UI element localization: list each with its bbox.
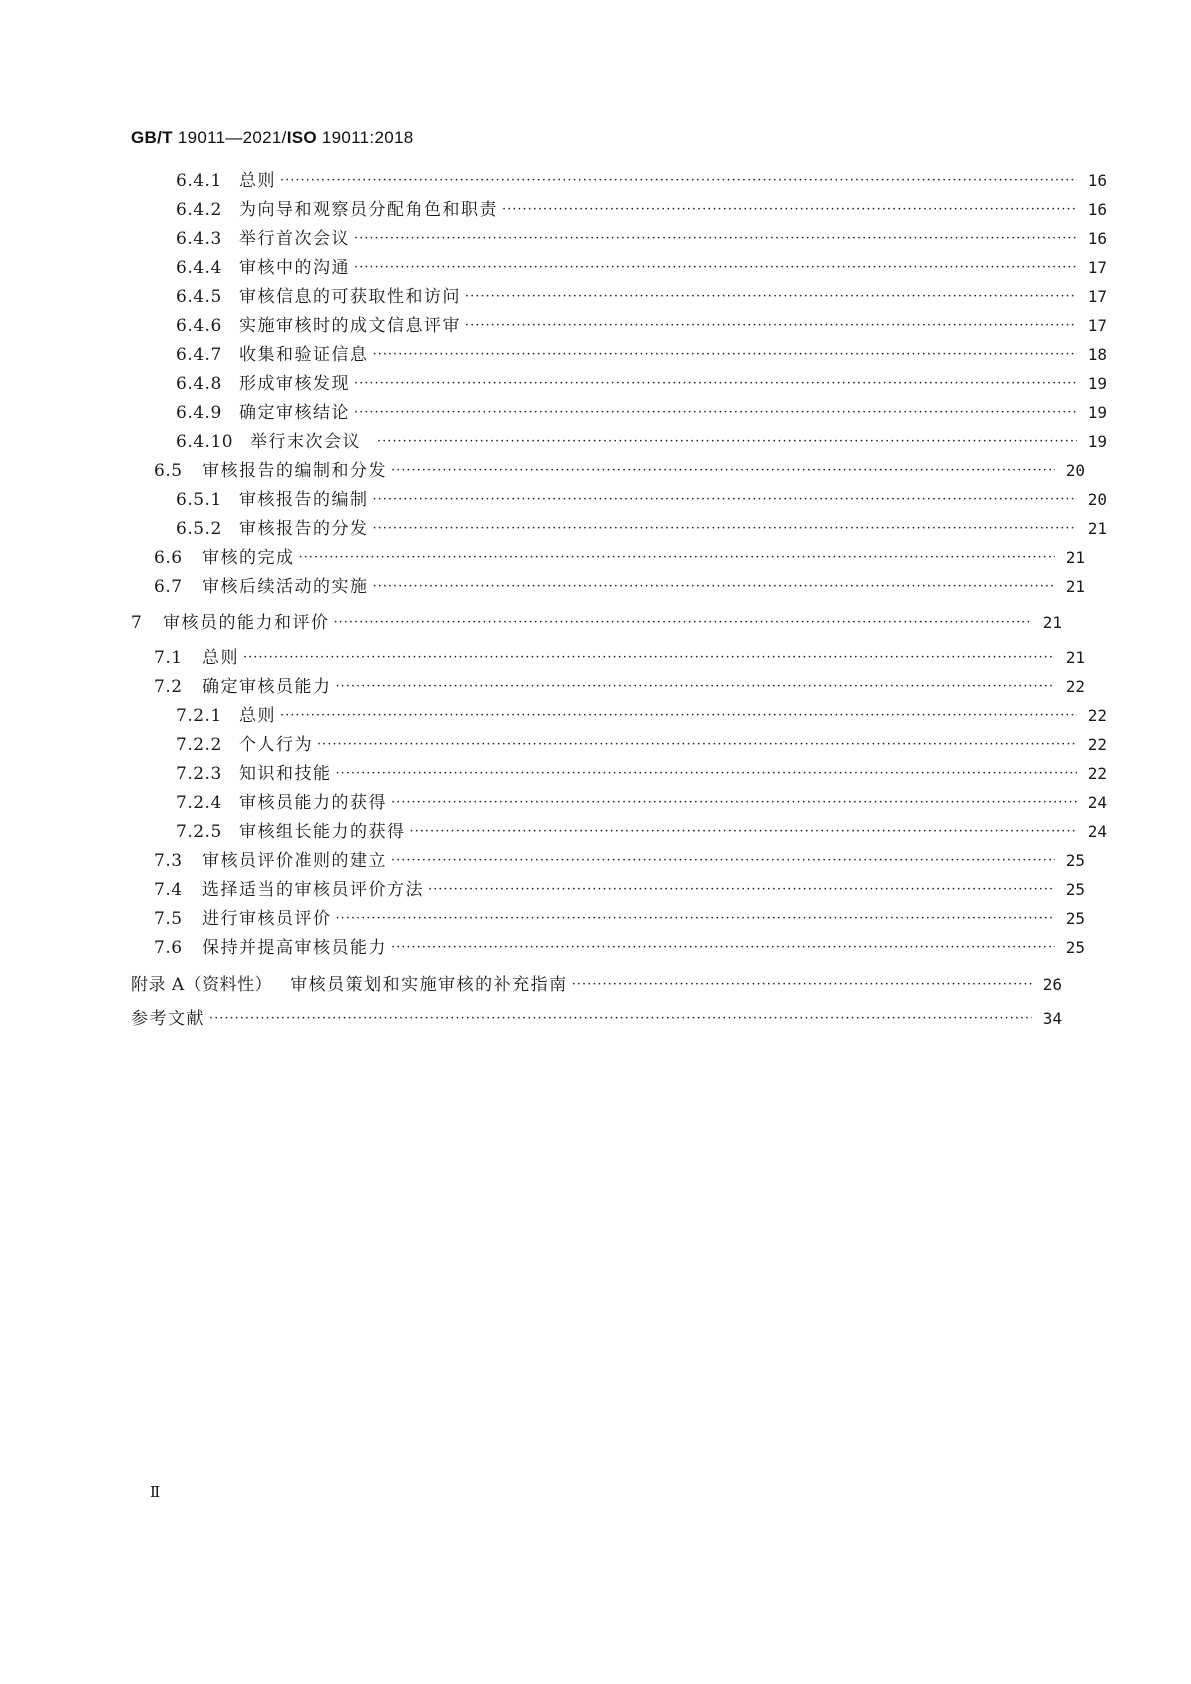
toc-entry-title: 参考文献: [131, 1009, 205, 1029]
toc-entry-title: 审核后续活动的实施: [202, 577, 369, 597]
toc-entry-number: 6.4.7: [176, 345, 222, 365]
toc-entry[interactable]: [131, 906, 1085, 930]
toc-entry-number: 7: [131, 613, 143, 633]
toc-leader-dots: [373, 518, 1078, 540]
toc-entry-title: 举行首次会议: [239, 229, 350, 249]
toc-entry-number: 7.2.5: [176, 822, 222, 842]
toc-entry[interactable]: [131, 877, 1085, 901]
toc-entry-title: 收集和验证信息: [239, 345, 369, 365]
toc-entry[interactable]: [131, 371, 1107, 395]
toc-leader-dots: [280, 705, 1077, 727]
toc-entry-title: 审核员的能力和评价: [163, 613, 330, 633]
toc-entry-number: 6.5: [154, 461, 183, 481]
toc-leader-dots: [391, 460, 1055, 482]
toc-entry-page: 34: [1042, 1009, 1062, 1028]
toc-leader-dots: [465, 315, 1077, 337]
toc-entry-page: 17: [1087, 287, 1107, 306]
toc-entry[interactable]: [131, 342, 1107, 366]
toc-entry-title: 审核信息的可获取性和访问: [239, 287, 461, 307]
iso-number: 19011:2018: [321, 128, 414, 147]
toc-entry[interactable]: [131, 284, 1107, 308]
toc-entry-number: 附录 A（资料性）: [131, 975, 273, 995]
toc-entry[interactable]: [131, 429, 1107, 453]
toc-entry[interactable]: [131, 790, 1107, 814]
toc-entry-number: 6.4.10: [176, 432, 234, 452]
toc-leader-dots: [465, 286, 1077, 308]
toc-entry-bibliography[interactable]: [131, 1006, 1062, 1030]
std-prefix: GB/T: [131, 128, 173, 147]
toc-entry-page: 21: [1042, 613, 1062, 632]
toc-entry-number: 7.3: [154, 851, 183, 871]
toc-entry-title: 确定审核员能力: [202, 677, 332, 697]
toc-entry-number: 7.2.2: [176, 735, 222, 755]
toc-entry-page: 25: [1065, 938, 1085, 957]
toc-leader-dots: [373, 576, 1056, 598]
page-number: Ⅱ: [150, 1483, 161, 1501]
toc-entry-title: 审核的完成: [202, 548, 295, 568]
document-header: [131, 128, 413, 148]
toc-leader-dots: [354, 373, 1077, 395]
toc-leader-dots: [209, 1008, 1032, 1030]
toc-entry-page: 25: [1065, 880, 1085, 899]
toc-leader-dots: [373, 489, 1078, 511]
toc-entry[interactable]: [131, 610, 1062, 634]
toc-entry-page: 22: [1065, 677, 1085, 696]
toc-entry-page: 16: [1087, 171, 1107, 190]
toc-leader-dots: [354, 402, 1077, 424]
toc-entry-number: 6.4.8: [176, 374, 222, 394]
toc-entry-number: 7.4: [154, 880, 183, 900]
toc-entry-page: 24: [1087, 822, 1107, 841]
toc-entry-page: 19: [1087, 374, 1107, 393]
toc-entry-title: 保持并提高审核员能力: [202, 938, 387, 958]
std-number: 19011—2021/: [177, 128, 287, 147]
toc-entry-title: 审核组长能力的获得: [239, 822, 406, 842]
toc-leader-dots: [354, 257, 1077, 279]
toc-entry-number: 7.5: [154, 909, 183, 929]
toc-entry-title: 审核报告的分发: [239, 519, 369, 539]
toc-leader-dots: [317, 734, 1077, 756]
toc-leader-dots: [502, 199, 1077, 221]
toc-entry-number: 6.4.9: [176, 403, 222, 423]
toc-entry-title: 举行末次会议: [250, 432, 361, 452]
toc-entry-page: 21: [1065, 577, 1085, 596]
toc-entry-page: 22: [1087, 764, 1107, 783]
toc-entry[interactable]: [131, 313, 1107, 337]
toc-entry-title: 总则: [239, 706, 276, 726]
toc-entry-page: 25: [1065, 851, 1085, 870]
toc-leader-dots: [391, 850, 1055, 872]
toc-leader-dots: [428, 879, 1055, 901]
toc-entry[interactable]: [131, 400, 1107, 424]
toc-entry-page: 21: [1065, 648, 1085, 667]
toc-entry-title: 进行审核员评价: [202, 909, 332, 929]
toc-entry[interactable]: [131, 819, 1107, 843]
toc-entry-title: 个人行为: [239, 735, 313, 755]
toc-entry-page: 22: [1087, 706, 1107, 725]
toc-leader-dots: [280, 170, 1077, 192]
toc-leader-dots: [336, 763, 1078, 785]
toc-entry-number: 6.4.5: [176, 287, 222, 307]
toc-leader-dots: [572, 974, 1032, 996]
iso-prefix: ISO: [286, 128, 317, 147]
toc-entry-number: 6.7: [154, 577, 183, 597]
toc-entry-title: 选择适当的审核员评价方法: [202, 880, 424, 900]
toc-entry[interactable]: [131, 197, 1107, 221]
toc-entry-page: 21: [1087, 519, 1107, 538]
toc-entry[interactable]: [131, 487, 1107, 511]
toc-entry-page: 25: [1065, 909, 1085, 928]
toc-leader-dots: [299, 547, 1056, 569]
toc-entry-number: 6.4.4: [176, 258, 222, 278]
toc-entry-page: 16: [1087, 200, 1107, 219]
toc-entry[interactable]: [131, 255, 1107, 279]
toc-entry-page: 19: [1087, 432, 1107, 451]
toc-entry-page: 20: [1087, 490, 1107, 509]
toc-entry-number: 6.4.6: [176, 316, 222, 336]
toc-leader-dots: [410, 821, 1078, 843]
toc-entry-page: 16: [1087, 229, 1107, 248]
toc-entry-number: 6.4.3: [176, 229, 222, 249]
toc-entry-title: 审核报告的编制: [239, 490, 369, 510]
toc-leader-dots: [336, 908, 1056, 930]
toc-entry-title: 形成审核发现: [239, 374, 350, 394]
toc-entry-title: 总则: [239, 171, 276, 191]
toc-entry-page: 19: [1087, 403, 1107, 422]
toc-entry[interactable]: [131, 645, 1085, 669]
toc-entry-page: 18: [1087, 345, 1107, 364]
toc-entry-page: 17: [1087, 258, 1107, 277]
toc-entry-number: 6.6: [154, 548, 183, 568]
toc-entry-title: 确定审核结论: [239, 403, 350, 423]
toc-entry[interactable]: [131, 574, 1085, 598]
toc-entry[interactable]: [131, 516, 1107, 540]
toc-leader-dots: [334, 612, 1033, 634]
toc-leader-dots: [336, 676, 1056, 698]
toc-entry[interactable]: [131, 458, 1085, 482]
toc-entry[interactable]: [131, 168, 1107, 192]
toc-entry-title: 总则: [202, 648, 239, 668]
toc-entry[interactable]: [131, 732, 1107, 756]
toc-entry-title: 知识和技能: [239, 764, 332, 784]
toc-entry-page: 22: [1087, 735, 1107, 754]
toc-entry-title: 审核员能力的获得: [239, 793, 387, 813]
toc-entry-number: 7.2.1: [176, 706, 222, 726]
toc-entry-title: 实施审核时的成文信息评审: [239, 316, 461, 336]
toc-leader-dots: [243, 647, 1055, 669]
toc-leader-dots: [373, 344, 1078, 366]
toc-entry[interactable]: [131, 226, 1107, 250]
toc-entry-number: 7.2.4: [176, 793, 222, 813]
toc-entry-number: 7.6: [154, 938, 183, 958]
toc-leader-dots: [354, 228, 1077, 250]
toc-entry-page: 20: [1065, 461, 1085, 480]
toc-entry-title: 审核员策划和实施审核的补充指南: [290, 975, 568, 995]
toc-entry-number: 7.1: [154, 648, 183, 668]
toc-entry-number: 7.2: [154, 677, 183, 697]
toc-entry-page: 26: [1042, 975, 1062, 994]
toc-entry[interactable]: [131, 848, 1085, 872]
toc-entry[interactable]: [131, 674, 1085, 698]
toc-entry-annex[interactable]: [131, 972, 1062, 996]
toc-entry[interactable]: [131, 761, 1107, 785]
toc-entry-number: 7.2.3: [176, 764, 222, 784]
toc-entry-number: 6.5.2: [176, 519, 222, 539]
toc-leader-dots: [391, 792, 1077, 814]
toc-entry-page: 17: [1087, 316, 1107, 335]
toc-entry-number: 6.5.1: [176, 490, 222, 510]
toc-entry-page: 24: [1087, 793, 1107, 812]
toc-entry-title: 审核报告的编制和分发: [202, 461, 387, 481]
toc-entry-number: 6.4.1: [176, 171, 222, 191]
toc-leader-dots: [377, 431, 1077, 453]
toc-leader-dots: [391, 937, 1055, 959]
toc-entry-title: 审核员评价准则的建立: [202, 851, 387, 871]
toc-entry-number: 6.4.2: [176, 200, 222, 220]
toc-entry[interactable]: [131, 935, 1085, 959]
toc-entry-title: 审核中的沟通: [239, 258, 350, 278]
toc-entry-page: 21: [1065, 548, 1085, 567]
toc-entry[interactable]: [131, 545, 1085, 569]
toc-entry[interactable]: [131, 703, 1107, 727]
toc-entry-title: 为向导和观察员分配角色和职责: [239, 200, 498, 220]
